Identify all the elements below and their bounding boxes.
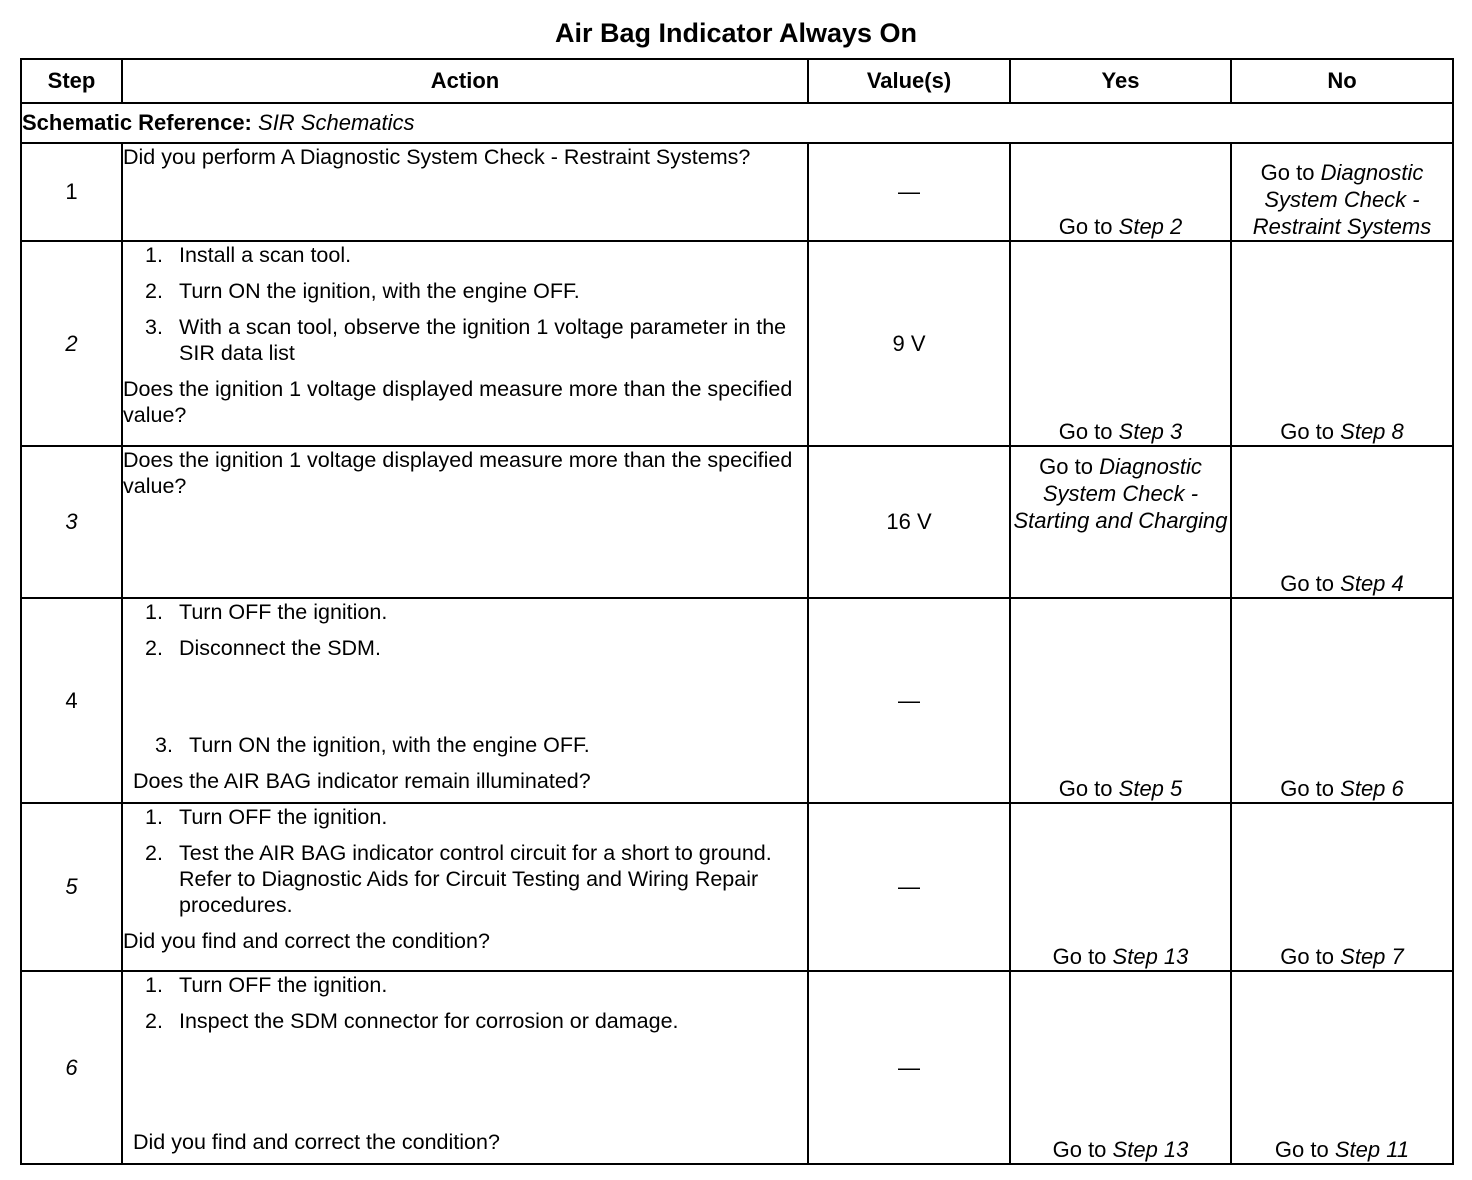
value-cell: — bbox=[808, 143, 1010, 241]
no-link[interactable]: Step 8 bbox=[1340, 419, 1404, 444]
step-number: 4 bbox=[21, 598, 122, 803]
no-link[interactable]: Step 6 bbox=[1340, 776, 1404, 801]
yes-link[interactable]: Step 3 bbox=[1118, 419, 1183, 444]
yes-link[interactable]: Step 13 bbox=[1112, 1137, 1189, 1162]
substep-text: Turn ON the ignition, with the engine OFF. bbox=[179, 279, 580, 303]
no-prefix: Go to bbox=[1280, 944, 1335, 969]
substep-text: Turn ON the ignition, with the engine OFF. bbox=[189, 733, 590, 757]
table-row bbox=[21, 143, 1453, 241]
yes-link[interactable]: Diagnostic System Check - Starting and Charging bbox=[1013, 454, 1228, 533]
yes-cell bbox=[1010, 143, 1231, 241]
schematic-reference-row bbox=[21, 103, 1453, 143]
substep bbox=[123, 1008, 807, 1034]
action-cell bbox=[122, 803, 808, 971]
substep bbox=[123, 804, 807, 830]
no-prefix: Go to bbox=[1280, 571, 1335, 596]
no-prefix: Go to bbox=[1280, 776, 1335, 801]
no-link[interactable]: Diagnostic System Check - Restraint Systems bbox=[1252, 160, 1432, 239]
yes-prefix: Go to bbox=[1058, 776, 1113, 801]
no-link[interactable]: Step 11 bbox=[1334, 1137, 1410, 1162]
substep-text: Turn OFF the ignition. bbox=[179, 805, 388, 829]
substep bbox=[123, 278, 807, 304]
no-cell bbox=[1231, 143, 1453, 241]
yes-link[interactable]: Step 13 bbox=[1112, 944, 1189, 969]
substep bbox=[123, 599, 807, 625]
no-prefix: Go to bbox=[1274, 1137, 1329, 1162]
no-prefix: Go to bbox=[1260, 160, 1315, 185]
header-no: No bbox=[1231, 59, 1453, 103]
substep-text: Test the AIR BAG indicator control circuit for a short to ground. Refer to Diagnostic Aids for Circuit Testing and Wiring Repair procedures. bbox=[179, 841, 772, 917]
action-question: Does the ignition 1 voltage displayed measure more than the specified value? bbox=[123, 377, 793, 427]
action-cell bbox=[122, 971, 808, 1164]
schematic-reference-link[interactable]: SIR Schematics bbox=[258, 110, 415, 135]
action-cell bbox=[122, 598, 808, 803]
substep bbox=[123, 635, 807, 661]
table-row bbox=[21, 446, 1453, 598]
yes-cell bbox=[1010, 241, 1231, 446]
header-yes: Yes bbox=[1010, 59, 1231, 103]
substep-text: Turn OFF the ignition. bbox=[179, 973, 388, 997]
yes-link[interactable]: Step 5 bbox=[1118, 776, 1183, 801]
no-link[interactable]: Step 7 bbox=[1340, 944, 1404, 969]
action-question: Does the AIR BAG indicator remain illuminated? bbox=[133, 769, 591, 793]
action-question: Did you perform A Diagnostic System Check - Restraint Systems? bbox=[123, 145, 751, 169]
step-number: 5 bbox=[21, 803, 122, 971]
yes-prefix: Go to bbox=[1039, 454, 1093, 479]
table-header-row bbox=[21, 59, 1453, 103]
action-tail bbox=[133, 1129, 797, 1155]
substep bbox=[123, 840, 807, 918]
yes-link[interactable]: Step 2 bbox=[1118, 214, 1183, 239]
page-title: Air Bag Indicator Always On bbox=[554, 18, 918, 48]
yes-prefix: Go to bbox=[1058, 419, 1113, 444]
substep-list bbox=[123, 599, 807, 661]
substep-list bbox=[123, 242, 807, 366]
substep-number: 2. bbox=[145, 279, 163, 303]
substep-number: 1. bbox=[145, 973, 163, 997]
table-row bbox=[21, 971, 1453, 1164]
substep-number: 1. bbox=[145, 600, 163, 624]
substep-text: Disconnect the SDM. bbox=[179, 636, 381, 660]
yes-prefix: Go to bbox=[1058, 214, 1113, 239]
no-cell bbox=[1231, 241, 1453, 446]
substep-text: Inspect the SDM connector for corrosion or damage. bbox=[179, 1009, 679, 1033]
value-cell: 9 V bbox=[808, 241, 1010, 446]
action-cell bbox=[122, 143, 808, 241]
table-row bbox=[21, 803, 1453, 971]
action-cell bbox=[122, 446, 808, 598]
substep bbox=[123, 972, 807, 998]
schematic-reference bbox=[21, 103, 1453, 143]
diagnostic-table bbox=[20, 58, 1454, 1165]
substep-list bbox=[133, 732, 797, 758]
substep-number: 2. bbox=[145, 1009, 163, 1033]
substep bbox=[123, 242, 807, 268]
substep-text: With a scan tool, observe the ignition 1 voltage parameter in the SIR data list bbox=[179, 315, 787, 365]
yes-cell bbox=[1010, 803, 1231, 971]
no-cell bbox=[1231, 446, 1453, 598]
substep-text: Install a scan tool. bbox=[179, 243, 352, 267]
value-cell: — bbox=[808, 803, 1010, 971]
action-tail bbox=[133, 732, 797, 794]
substep-list bbox=[123, 804, 807, 918]
substep-number: 2. bbox=[145, 841, 163, 865]
substep-text: Turn OFF the ignition. bbox=[179, 600, 388, 624]
action-question: Did you find and correct the condition? bbox=[123, 929, 490, 953]
table-row bbox=[21, 598, 1453, 803]
yes-prefix: Go to bbox=[1052, 1137, 1107, 1162]
table-row bbox=[21, 241, 1453, 446]
no-prefix: Go to bbox=[1280, 419, 1335, 444]
no-cell bbox=[1231, 971, 1453, 1164]
header-step: Step bbox=[21, 59, 122, 103]
substep-number: 3. bbox=[155, 733, 173, 757]
step-number: 6 bbox=[21, 971, 122, 1164]
action-question: Does the ignition 1 voltage displayed measure more than the specified value? bbox=[123, 448, 793, 498]
schematic-reference-label: Schematic Reference: bbox=[22, 110, 252, 135]
value-cell: — bbox=[808, 598, 1010, 803]
substep-number: 3. bbox=[145, 315, 163, 339]
no-link[interactable]: Step 4 bbox=[1340, 571, 1404, 596]
step-number: 1 bbox=[21, 143, 122, 241]
substep-number: 1. bbox=[145, 243, 163, 267]
yes-prefix: Go to bbox=[1052, 944, 1107, 969]
substep-number: 2. bbox=[145, 636, 163, 660]
yes-cell bbox=[1010, 598, 1231, 803]
no-cell bbox=[1231, 598, 1453, 803]
no-cell bbox=[1231, 803, 1453, 971]
yes-cell bbox=[1010, 446, 1231, 598]
action-cell bbox=[122, 241, 808, 446]
header-action: Action bbox=[122, 59, 808, 103]
yes-cell bbox=[1010, 971, 1231, 1164]
header-values: Value(s) bbox=[808, 59, 1010, 103]
step-number: 2 bbox=[21, 241, 122, 446]
value-cell: 16 V bbox=[808, 446, 1010, 598]
value-cell: — bbox=[808, 971, 1010, 1164]
substep bbox=[133, 732, 797, 758]
substep-number: 1. bbox=[145, 805, 163, 829]
step-number: 3 bbox=[21, 446, 122, 598]
substep bbox=[123, 314, 807, 366]
action-question: Did you find and correct the condition? bbox=[133, 1130, 500, 1154]
substep-list bbox=[123, 972, 807, 1034]
